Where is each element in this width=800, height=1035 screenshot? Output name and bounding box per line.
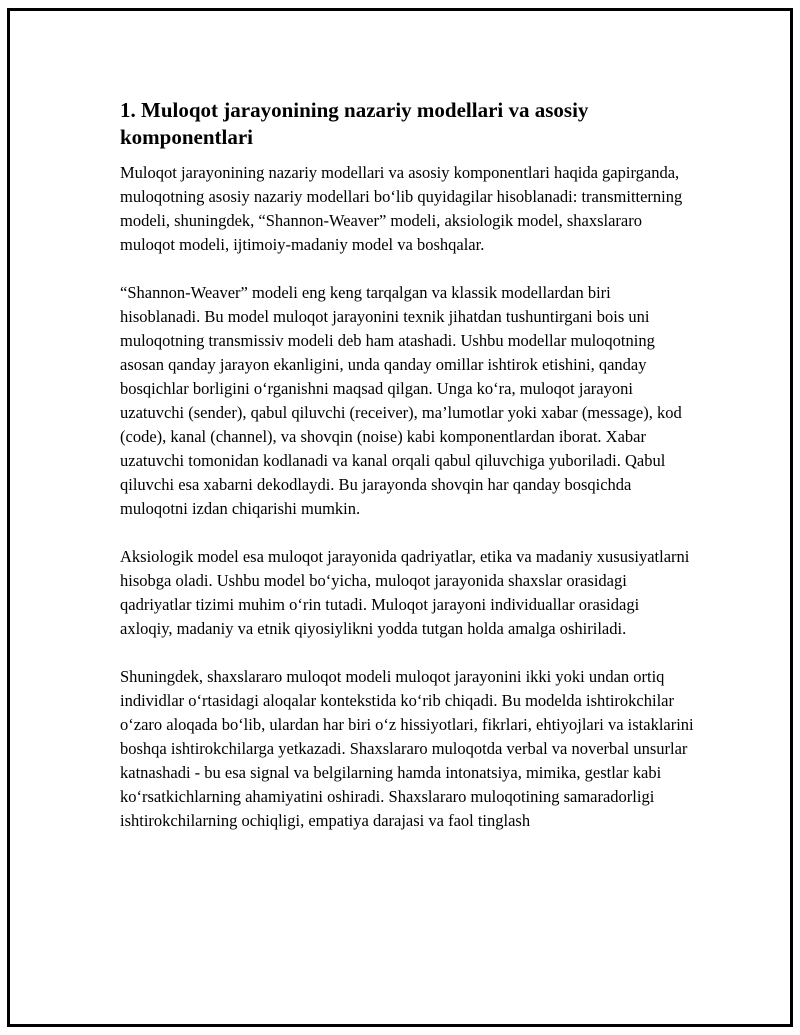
page-frame	[7, 8, 793, 1027]
section-heading: 1. Muloqot jarayonining nazariy modellari va asosiy komponentlari	[120, 98, 589, 149]
paragraph-4: Shuningdek, shaxslararo muloqot modeli muloqot jarayonini ikki yoki undan ortiq individlar o‘rtasidagi aloqalar kontekstida ko‘rib chiqadi. Bu modelda ishtirokchilar o‘zaro aloqada bo‘lib, ulardan har biri o‘z hissiyotlari, fikrlari, ehtiyojlari va istaklarini boshqa ishtirokchilarga yetkazadi. Shaxslararo muloqotda verbal va noverbal unsurlar katnashadi - bu esa signal va belgilarning hamda intonatsiya, mimika, gestlar kabi ko‘rsatkichlarning ahamiyatini oshiradi. Shaxslararo muloqotining samaradorligi ishtirokchilarning ochiqligi, empatiya darajasi va faol tinglash	[120, 667, 694, 830]
paragraph-2: “Shannon-Weaver” modeli eng keng tarqalgan va klassik modellardan biri hisoblanadi. Bu model muloqot jarayonini texnik jihatdan tushuntirgani bois uni muloqotning transmissiv modeli deb ham atashadi. Ushbu modellar muloqotning asosan qanday jarayon ekanligini, unda qanday omillar ishtirok etishini, qanday bosqichlar borligini o‘rganishni maqsad qilgan. Unga ko‘ra, muloqot jarayoni uzatuvchi (sender), qabul qiluvchi (receiver), ma’lumotlar yoki xabar (message), kod (code), kanal (channel), va shovqin (noise) kabi komponentlardan iborat. Xabar uzatuvchi tomonidan kodlanadi va kanal orqali qabul qiluvchiga yuboriladi. Qabul qiluvchi esa xabarni dekodlaydi. Bu jarayonda shovqin har qanday bosqichda muloqotni izdan chiqarishi mumkin.	[120, 283, 682, 518]
document-body	[120, 97, 695, 857]
paragraph-1: Muloqot jarayonining nazariy modellari va asosiy komponentlari haqida gapirganda, muloqotning asosiy nazariy modellari bo‘lib quyidagilar hisoblanadi: transmitterning modeli, shuningdek, “Shannon-Weaver” modeli, aksiologik model, shaxslararo muloqot modeli, ijtimoiy-madaniy model va boshqalar.	[120, 163, 683, 254]
paragraph-3: Aksiologik model esa muloqot jarayonida qadriyatlar, etika va madaniy xususiyatlarni hisobga oladi. Ushbu model bo‘yicha, muloqot jarayonida shaxslar orasidagi qadriyatlar tizimi muhim o‘rin tutadi. Muloqot jarayoni individuallar orasidagi axloqiy, madaniy va etnik qiyosiylikni yodda tutgan holda amalga oshiriladi.	[120, 547, 690, 638]
